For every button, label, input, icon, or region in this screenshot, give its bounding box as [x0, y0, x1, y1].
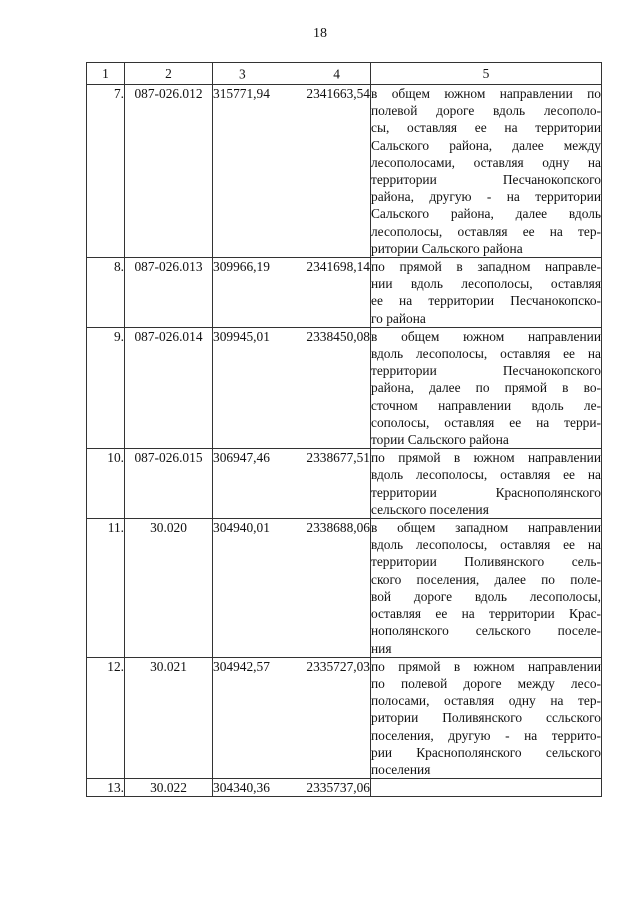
- coordinate-x: 306947,46: [213, 450, 270, 466]
- description-line: поселения: [371, 761, 431, 777]
- description-line: сточном направлении вдоль ле-: [371, 397, 601, 413]
- header-col-3: 3: [239, 65, 246, 81]
- coordinate-y: 2338450,08: [306, 328, 370, 344]
- header-col-5: 5: [371, 63, 602, 85]
- description-line: сельского поселения: [371, 501, 489, 517]
- table-row: [87, 779, 602, 797]
- description-line: района, другую - на территории: [371, 189, 601, 205]
- description-line: ритории Поливянского ссльского: [371, 710, 601, 726]
- description-line: го района: [371, 310, 426, 326]
- boundary-description: [371, 657, 602, 778]
- table-row: [87, 519, 602, 658]
- header-col-4: 4: [333, 65, 340, 81]
- description-line: по прямой в южном направлении: [371, 450, 601, 466]
- description-line: в общем западном направлении: [371, 520, 601, 536]
- table-row: [87, 449, 602, 519]
- header-col-2: 2: [125, 63, 213, 85]
- description-line: в общем южном направлении: [371, 328, 601, 344]
- header-col-3-4: [213, 63, 371, 85]
- description-line: вдоль лесополосы, оставляя ее на: [371, 467, 601, 483]
- boundary-description: [371, 258, 602, 328]
- description-line: территории Краснополянского: [371, 484, 601, 500]
- description-line: территории Песчанокопского: [371, 172, 601, 188]
- coordinate-x: 315771,94: [213, 86, 270, 101]
- description-line: поселения, другую - на террито-: [371, 727, 601, 743]
- row-number: 11.: [87, 519, 125, 658]
- row-number: 9.: [87, 327, 125, 448]
- description-line: Сальского района, далее вдоль: [371, 206, 601, 222]
- description-line: вдоль лесополосы, оставляя ее на: [371, 537, 601, 553]
- description-line: вдоль лесополосы, оставляя ее на: [371, 346, 601, 362]
- description-line: территории Песчанокопского: [371, 363, 601, 379]
- table-body: [87, 85, 602, 797]
- description-line: Сальского района, далее между: [371, 137, 601, 153]
- point-code: 087-026.012: [125, 85, 213, 258]
- boundary-description: [371, 85, 602, 258]
- point-code: 087-026.015: [125, 449, 213, 519]
- boundary-description: [371, 779, 602, 797]
- row-number: 12.: [87, 657, 125, 778]
- description-line: ее на территории Песчанокопско-: [371, 293, 601, 309]
- description-line: рии Краснополянского сельского: [371, 744, 601, 760]
- coordinate-y: 2338688,06: [306, 520, 370, 536]
- point-code: 087-026.014: [125, 327, 213, 448]
- point-code: 30.022: [125, 779, 213, 797]
- coordinate-y: 2341698,14: [306, 259, 370, 275]
- coordinate-y: 2338677,51: [306, 450, 370, 466]
- boundary-points-table: [86, 62, 602, 797]
- description-line: нополянского сельского поселе-: [371, 623, 601, 639]
- description-line: ния: [371, 640, 392, 656]
- coordinate-y: 2335737,06: [306, 780, 370, 796]
- coordinates-cell: [213, 449, 371, 519]
- row-number: 13.: [87, 779, 125, 797]
- description-line: в общем южном направлении по: [371, 86, 601, 101]
- coordinates-cell: [213, 327, 371, 448]
- description-line: лесополосами, оставляя одну на: [371, 154, 601, 170]
- description-line: ритории Сальского района: [371, 240, 523, 256]
- table-row: [87, 85, 602, 258]
- row-number: 10.: [87, 449, 125, 519]
- description-line: полосами, оставляя одну на тер-: [371, 693, 601, 709]
- table-row: [87, 657, 602, 778]
- coordinate-y: 2341663,54: [306, 86, 370, 101]
- description-line: сополосы, оставляя ее на терри-: [371, 414, 601, 430]
- boundary-description: [371, 519, 602, 658]
- table-row: [87, 327, 602, 448]
- point-code: 087-026.013: [125, 258, 213, 328]
- description-line: по прямой в южном направлении: [371, 658, 601, 674]
- header-col-1: 1: [87, 63, 125, 85]
- coordinates-cell: [213, 779, 371, 797]
- coordinate-x: 304940,01: [213, 520, 270, 536]
- boundary-description: [371, 327, 602, 448]
- description-line: сы, оставляя ее на территории: [371, 120, 601, 136]
- coordinate-x: 304942,57: [213, 658, 270, 674]
- coordinate-x: 309945,01: [213, 328, 270, 344]
- header-row: [87, 63, 602, 85]
- point-code: 30.021: [125, 657, 213, 778]
- table-row: [87, 258, 602, 328]
- boundary-description: [371, 449, 602, 519]
- page-number: 18: [313, 26, 327, 41]
- description-line: оставляя ее на территории Крас-: [371, 606, 601, 622]
- description-line: лесополосы, оставляя ее на тер-: [371, 223, 601, 239]
- description-line: нии вдоль лесополосы, оставляя: [371, 276, 601, 292]
- coordinates-cell: [213, 519, 371, 658]
- description-line: вой дороге вдоль лесополосы,: [371, 588, 601, 604]
- description-line: ского поселения, далее по поле-: [371, 571, 601, 587]
- description-line: территории Поливянского сель-: [371, 554, 601, 570]
- row-number: 7.: [87, 85, 125, 258]
- row-number: 8.: [87, 258, 125, 328]
- description-line: полевой дороге вдоль лесополо-: [371, 103, 601, 119]
- coordinates-cell: [213, 85, 371, 258]
- coordinates-cell: [213, 258, 371, 328]
- description-line: тории Сальского района: [371, 432, 509, 448]
- coordinate-x: 309966,19: [213, 259, 270, 275]
- description-line: по прямой в западном направле-: [371, 259, 601, 275]
- coordinate-y: 2335727,03: [306, 658, 370, 674]
- description-line: района, далее по прямой в во-: [371, 380, 601, 396]
- point-code: 30.020: [125, 519, 213, 658]
- coordinates-cell: [213, 657, 371, 778]
- coordinate-x: 304340,36: [213, 780, 270, 796]
- description-line: по полевой дороге между лесо-: [371, 675, 601, 691]
